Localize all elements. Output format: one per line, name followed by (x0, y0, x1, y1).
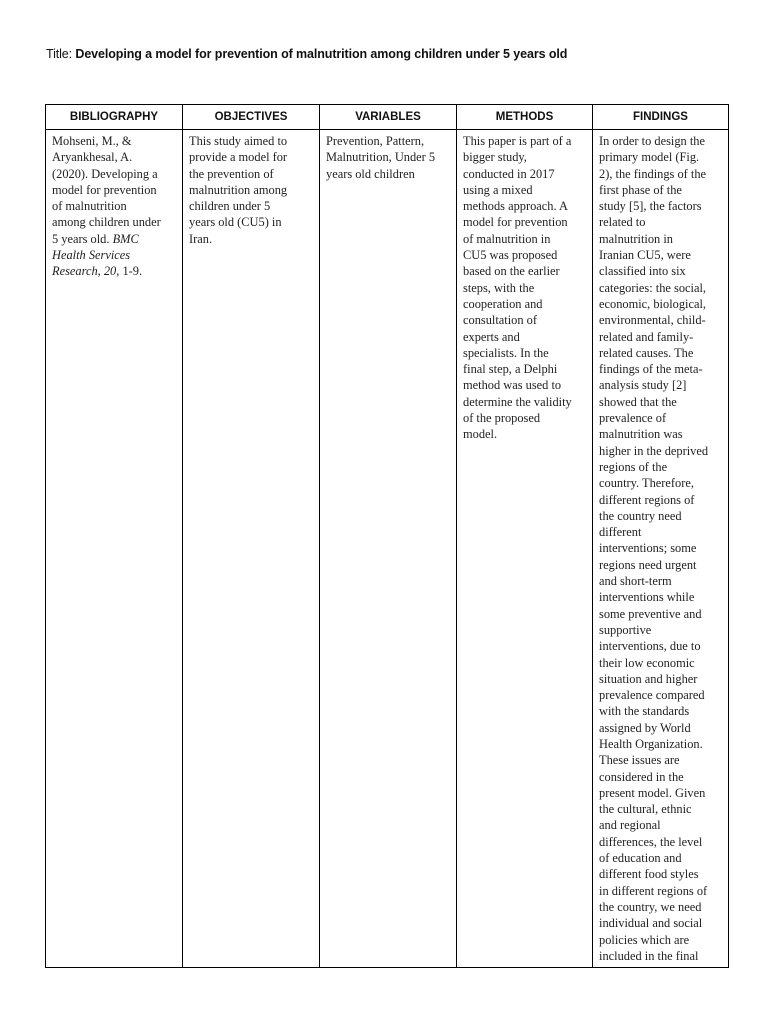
cell-line: different (599, 525, 642, 540)
cell-line: considered in the (599, 769, 684, 784)
cell-line: using a mixed (463, 182, 533, 197)
journal-name: Research (52, 264, 98, 279)
cell-line: analysis study [2] (599, 378, 687, 393)
cell-line: interventions; some (599, 541, 697, 556)
cell-line-text: 5 years old. (52, 231, 113, 246)
cell-line: based on the earlier (463, 264, 560, 279)
cell-line: the prevention of (189, 166, 274, 181)
journal-name: Health Services (52, 248, 131, 263)
cell-line: interventions, due to (599, 639, 701, 654)
cell-line: model. (463, 427, 498, 442)
journal-name: BMC (112, 231, 139, 246)
cell-line: years old children (326, 166, 415, 181)
literature-review-table (45, 104, 729, 968)
cell-line: Health Organization. (599, 736, 703, 751)
cell-line (52, 231, 177, 247)
cell-line: provide a model for (189, 150, 288, 165)
cell-line: included in the final (599, 948, 699, 963)
cell-line: related to (599, 215, 646, 230)
cell-line: individual and social (599, 916, 703, 931)
cell-line: experts and (463, 329, 520, 344)
title-prefix: Title: (46, 47, 76, 61)
cell-line: economic, biological, (599, 296, 707, 311)
header-bibliography: BIBLIOGRAPHY (46, 105, 183, 130)
cell-line: and regional (599, 818, 661, 833)
cell-line: the cultural, ethnic (599, 802, 692, 817)
methods-cell (457, 130, 593, 968)
cell-line: cooperation and (463, 296, 543, 311)
cell-line: policies which are (599, 932, 690, 947)
cell-line: Iran. (189, 231, 213, 246)
cell-line: This study aimed to (189, 134, 288, 148)
cell-line: Iranian CU5, were (599, 248, 691, 263)
cell-line: related and family- (599, 329, 694, 344)
cell-line: This paper is part of a (463, 134, 572, 148)
cell-line: interventions while (599, 590, 695, 605)
cell-line: conducted in 2017 (463, 166, 555, 181)
objectives-cell (183, 130, 320, 968)
cell-line: with the standards (599, 704, 690, 719)
cell-line: steps, with the (463, 280, 535, 295)
cell-line: malnutrition among (189, 182, 288, 197)
cell-line: prevalence of (599, 411, 667, 426)
cell-line: regions of the (599, 459, 668, 474)
cell-line: study [5], the factors (599, 199, 702, 214)
cell-line: 2), the findings of the (599, 166, 707, 181)
cell-line: assigned by World (599, 720, 691, 735)
cell-line: of education and (599, 851, 682, 866)
citation-pages: , 1-9. (116, 264, 143, 279)
cell-line: their low economic (599, 655, 695, 670)
cell-line: the country, we need (599, 899, 702, 914)
cell-line: of malnutrition in (463, 231, 551, 246)
cell-line: malnutrition was (599, 427, 683, 442)
cell-line: of malnutrition (52, 199, 127, 214)
cell-line: determine the validity (463, 394, 572, 409)
cell-line: regions need urgent (599, 557, 697, 572)
cell-line: Mohseni, M., & (52, 134, 132, 148)
cell-line: findings of the meta- (599, 362, 703, 377)
cell-line: country. Therefore, (599, 476, 694, 491)
cell-line: These issues are (599, 753, 680, 768)
document-title (46, 47, 567, 61)
cell-line: prevalence compared (599, 688, 705, 703)
cell-line: In order to design the (599, 134, 705, 148)
cell-line: malnutrition in (599, 231, 673, 246)
cell-line: in different regions of (599, 883, 708, 898)
citation-separator: , (97, 264, 104, 279)
cell-line: method was used to (463, 378, 562, 393)
cell-line: primary model (Fig. (599, 150, 700, 165)
title-text: Developing a model for prevention of malnutrition among children under 5 years old (75, 47, 568, 61)
cell-line: categories: the social, (599, 280, 706, 295)
bibliography-cell (46, 130, 183, 968)
header-findings: FINDINGS (593, 105, 729, 130)
table-row (46, 130, 729, 968)
cell-line (52, 247, 177, 263)
cell-line: model for prevention (52, 182, 157, 197)
cell-line: final step, a Delphi (463, 362, 558, 377)
cell-line: consultation of (463, 313, 537, 328)
variables-cell (320, 130, 457, 968)
cell-line: first phase of the (599, 182, 682, 197)
cell-line: some preventive and (599, 606, 702, 621)
cell-line: specialists. In the (463, 345, 549, 360)
table-header-row (46, 105, 729, 130)
cell-line: present model. Given (599, 785, 706, 800)
cell-line: model for prevention (463, 215, 568, 230)
cell-line: of the proposed (463, 411, 541, 426)
header-methods: METHODS (457, 105, 593, 130)
cell-line: methods approach. A (463, 199, 568, 214)
cell-line: Malnutrition, Under 5 (326, 150, 436, 165)
header-objectives: OBJECTIVES (183, 105, 320, 130)
cell-line: different food styles (599, 867, 699, 882)
findings-cell (593, 130, 729, 968)
cell-line: classified into six (599, 264, 686, 279)
cell-line (52, 263, 177, 279)
header-variables: VARIABLES (320, 105, 457, 130)
cell-line: CU5 was proposed (463, 248, 558, 263)
journal-volume: 20 (103, 264, 117, 279)
cell-line: among children under (52, 215, 161, 230)
cell-line: the country need (599, 508, 682, 523)
cell-line: and short-term (599, 574, 672, 589)
cell-line: showed that the (599, 394, 677, 409)
cell-line: differences, the level (599, 834, 703, 849)
cell-line: Prevention, Pattern, (326, 134, 425, 148)
cell-line: years old (CU5) in (189, 215, 282, 230)
cell-line: Aryankhesal, A. (52, 150, 133, 165)
cell-line: higher in the deprived (599, 443, 709, 458)
cell-line: environmental, child- (599, 313, 706, 328)
cell-line: supportive (599, 622, 652, 637)
cell-line: bigger study, (463, 150, 527, 165)
cell-line: related causes. The (599, 345, 694, 360)
cell-line: (2020). Developing a (52, 166, 158, 181)
cell-line: situation and higher (599, 671, 698, 686)
cell-line: different regions of (599, 492, 695, 507)
cell-line: children under 5 (189, 199, 271, 214)
